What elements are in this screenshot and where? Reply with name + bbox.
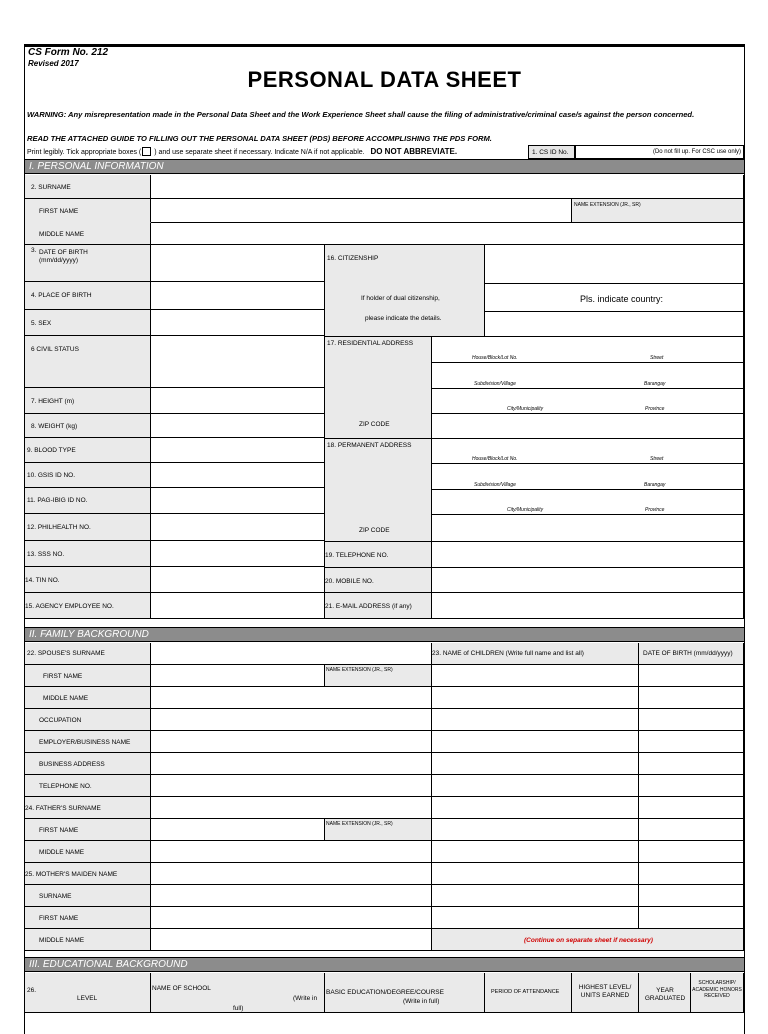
child-name-field[interactable]: [432, 863, 639, 885]
spouse-telephone-label: TELEPHONE NO.: [25, 775, 151, 797]
email-field[interactable]: [432, 593, 744, 619]
perm-zip-field[interactable]: [432, 515, 744, 542]
child-dob-field[interactable]: [639, 687, 744, 709]
mother-maiden-name-field[interactable]: [151, 863, 432, 885]
res-house-field[interactable]: House/Block/Lot No. Street: [432, 337, 744, 363]
weight-label: 8. WEIGHT (kg): [25, 414, 151, 438]
gsis-field[interactable]: [151, 463, 325, 488]
pagibig-field[interactable]: [151, 488, 325, 514]
tin-field[interactable]: [151, 567, 325, 593]
scholarship-header: SCHOLARSHIP/ ACADEMIC HONORS RECEIVED: [691, 973, 744, 1013]
spouse-first-name-label: FIRST NAME: [25, 665, 151, 687]
dob-field[interactable]: [151, 245, 325, 282]
warning-text: WARNING: Any misrepresentation made in the Personal Data Sheet and the Work Experience Sheet shall cause the filing of administrative/criminal case/s against the person concerned.: [27, 110, 695, 119]
father-middle-name-label: MIDDLE NAME: [25, 841, 151, 863]
res-city-field[interactable]: City/Municipality Province: [432, 389, 744, 414]
child-dob-field[interactable]: [639, 709, 744, 731]
spouse-middle-name-field[interactable]: [151, 687, 432, 709]
child-name-field[interactable]: [432, 665, 639, 687]
email-label: 21. E-MAIL ADDRESS (if any): [325, 593, 432, 619]
cs-id-field[interactable]: [575, 145, 744, 159]
child-dob-field[interactable]: [639, 775, 744, 797]
indicate-country-label: Pls. indicate country:: [580, 294, 664, 304]
permanent-address-label: 18. PERMANENT ADDRESS ZIP CODE: [325, 439, 432, 542]
agency-employee-no-field[interactable]: [151, 593, 325, 619]
citizenship-field[interactable]: [485, 245, 744, 284]
child-name-field[interactable]: [432, 709, 639, 731]
perm-city-field[interactable]: City/Municipality Province: [432, 490, 744, 515]
surname-field[interactable]: [151, 175, 744, 199]
mother-first-name-label: FIRST NAME: [25, 907, 151, 929]
print-instructions-row: [25, 145, 744, 159]
occupation-field[interactable]: [151, 709, 432, 731]
spouse-name-extension-field[interactable]: NAME EXTENSION (JR., SR): [325, 665, 432, 687]
perm-house-field[interactable]: House/Block/Lot No. Street: [432, 439, 744, 464]
school-name-header: NAME OF SCHOOL (Write in full): [151, 973, 325, 1013]
sex-label: 5. SEX: [25, 310, 151, 336]
form-revision: Revised 2017: [28, 59, 79, 68]
name-extension-field[interactable]: NAME EXTENSION (JR., SR): [572, 199, 744, 223]
father-first-name-field[interactable]: [151, 819, 325, 841]
father-first-name-label: FIRST NAME: [25, 819, 151, 841]
mobile-field[interactable]: [432, 568, 744, 593]
highest-level-header: HIGHEST LEVEL/ UNITS EARNED: [572, 973, 639, 1013]
employer-label: EMPLOYER/BUSINESS NAME: [25, 731, 151, 753]
spouse-middle-name-label: MIDDLE NAME: [25, 687, 151, 709]
res-subdivision-field[interactable]: Subdivision/Village Barangay: [432, 363, 744, 389]
child-dob-field[interactable]: [639, 907, 744, 929]
mother-middle-name-label: MIDDLE NAME: [25, 929, 151, 951]
pob-field[interactable]: [151, 282, 325, 310]
child-dob-field[interactable]: [639, 863, 744, 885]
child-dob-field[interactable]: [639, 841, 744, 863]
sss-label: 13. SSS NO.: [25, 541, 151, 567]
tick-box-sample: [142, 147, 151, 156]
child-name-field[interactable]: [432, 731, 639, 753]
year-graduated-header: YEAR GRADUATED: [639, 973, 691, 1013]
telephone-field[interactable]: [432, 542, 744, 568]
weight-field[interactable]: [151, 414, 325, 438]
middle-name-field[interactable]: [151, 223, 744, 245]
father-name-extension-field[interactable]: NAME EXTENSION (JR., SR): [325, 819, 432, 841]
telephone-label: 19. TELEPHONE NO.: [325, 542, 432, 568]
civil-status-label: 6 CIVIL STATUS: [25, 336, 151, 388]
spouse-surname-field[interactable]: [151, 643, 432, 665]
business-address-label: BUSINESS ADDRESS: [25, 753, 151, 775]
do-not-abbreviate: DO NOT ABBREVIATE.: [370, 147, 458, 156]
read-guide-text: READ THE ATTACHED GUIDE TO FILLING OUT THE PERSONAL DATA SHEET (PDS) BEFORE ACCOMPLISHING THE PDS FORM.: [27, 134, 492, 143]
degree-course-header: BASIC EDUCATION/DEGREE/COURSE (Write in full): [325, 973, 485, 1013]
philhealth-label: 12. PHILHEALTH NO.: [25, 514, 151, 541]
child-name-field[interactable]: [432, 907, 639, 929]
children-header: 23. NAME of CHILDREN (Write full name and list all): [432, 643, 639, 665]
father-middle-name-field[interactable]: [151, 841, 432, 863]
civil-status-field[interactable]: [151, 336, 325, 388]
pagibig-label: 11. PAG-IBIG ID NO.: [25, 488, 151, 514]
mother-middle-name-field[interactable]: [151, 929, 432, 951]
spouse-telephone-field[interactable]: [151, 775, 432, 797]
first-name-field[interactable]: [151, 199, 572, 223]
child-dob-field[interactable]: [639, 797, 744, 819]
mother-first-name-field[interactable]: [151, 907, 432, 929]
period-attendance-header: PERIOD OF ATTENDANCE: [485, 973, 572, 1013]
child-dob-field[interactable]: [639, 731, 744, 753]
blood-type-field[interactable]: [151, 438, 325, 463]
section-educational-background: III. EDUCATIONAL BACKGROUND: [25, 957, 744, 972]
business-address-field[interactable]: [151, 753, 432, 775]
gsis-label: 10. GSIS ID NO.: [25, 463, 151, 488]
occupation-label: OCCUPATION: [25, 709, 151, 731]
spouse-surname-label: 22. SPOUSE'S SURNAME: [25, 643, 151, 665]
cs-id-label: 1. CS ID No.: [528, 145, 575, 159]
sex-field[interactable]: [151, 310, 325, 336]
child-name-field[interactable]: [432, 797, 639, 819]
continue-note-cell: (Continue on separate sheet if necessary): [432, 929, 744, 951]
print-instruction-a: Print legibly. Tick appropriate boxes (: [27, 149, 142, 156]
child-name-field[interactable]: [432, 841, 639, 863]
residential-address-label: 17. RESIDENTIAL ADDRESS ZIP CODE: [325, 337, 432, 439]
citizenship-label: 16. CITIZENSHIP If holder of dual citizenship, please indicate the details.: [325, 245, 485, 337]
first-name-label: FIRST NAME: [25, 199, 151, 223]
spouse-first-name-field[interactable]: [151, 665, 325, 687]
section-family-background: II. FAMILY BACKGROUND: [25, 627, 744, 642]
child-name-field[interactable]: [432, 687, 639, 709]
level-header: 26. LEVEL: [25, 973, 151, 1013]
pob-label: 4. PLACE OF BIRTH: [25, 282, 151, 310]
child-name-field[interactable]: [432, 885, 639, 907]
sss-field[interactable]: [151, 541, 325, 567]
child-dob-field[interactable]: [639, 753, 744, 775]
child-dob-field[interactable]: [639, 665, 744, 687]
height-field[interactable]: [151, 388, 325, 414]
child-name-field[interactable]: [432, 753, 639, 775]
form-number: CS Form No. 212: [28, 47, 109, 58]
pds-form: [24, 44, 745, 1034]
tin-label: 14. TIN NO.: [25, 567, 151, 593]
child-dob-field[interactable]: [639, 885, 744, 907]
mother-surname-field[interactable]: [151, 885, 432, 907]
form-title: PERSONAL DATA SHEET: [247, 67, 522, 92]
mother-surname-label: SURNAME: [25, 885, 151, 907]
height-label: 7. HEIGHT (m): [25, 388, 151, 414]
children-dob-header: DATE OF BIRTH (mm/dd/yyyy): [639, 643, 744, 665]
surname-label: 2. SURNAME: [25, 175, 151, 199]
section-personal-information: I. PERSONAL INFORMATION: [25, 159, 744, 174]
father-surname-label: 24. FATHER'S SURNAME: [25, 797, 151, 819]
agency-employee-no-label: 15. AGENCY EMPLOYEE NO.: [25, 593, 151, 619]
dual-details-field[interactable]: [485, 312, 744, 337]
mother-maiden-name-label: 25. MOTHER'S MAIDEN NAME: [25, 863, 151, 885]
cs-id-note: (Do not fill up. For CSC use only): [652, 149, 741, 155]
dob-label: 3. DATE OF BIRTH (mm/dd/yyyy): [25, 245, 151, 282]
child-name-field[interactable]: [432, 775, 639, 797]
dual-country-field[interactable]: [485, 284, 744, 312]
mobile-label: 20. MOBILE NO.: [325, 568, 432, 593]
middle-name-label: MIDDLE NAME: [25, 223, 151, 245]
philhealth-field[interactable]: [151, 514, 325, 541]
child-name-field[interactable]: [432, 819, 639, 841]
father-surname-field[interactable]: [151, 797, 432, 819]
child-dob-field[interactable]: [639, 819, 744, 841]
print-instruction-b: ) and use separate sheet if necessary. Indicate N/A if not applicable.: [152, 149, 365, 156]
perm-subdivision-field[interactable]: Subdivision/Village Barangay: [432, 464, 744, 490]
blood-type-label: 9. BLOOD TYPE: [25, 438, 151, 463]
employer-field[interactable]: [151, 731, 432, 753]
res-zip-field[interactable]: [432, 414, 744, 439]
